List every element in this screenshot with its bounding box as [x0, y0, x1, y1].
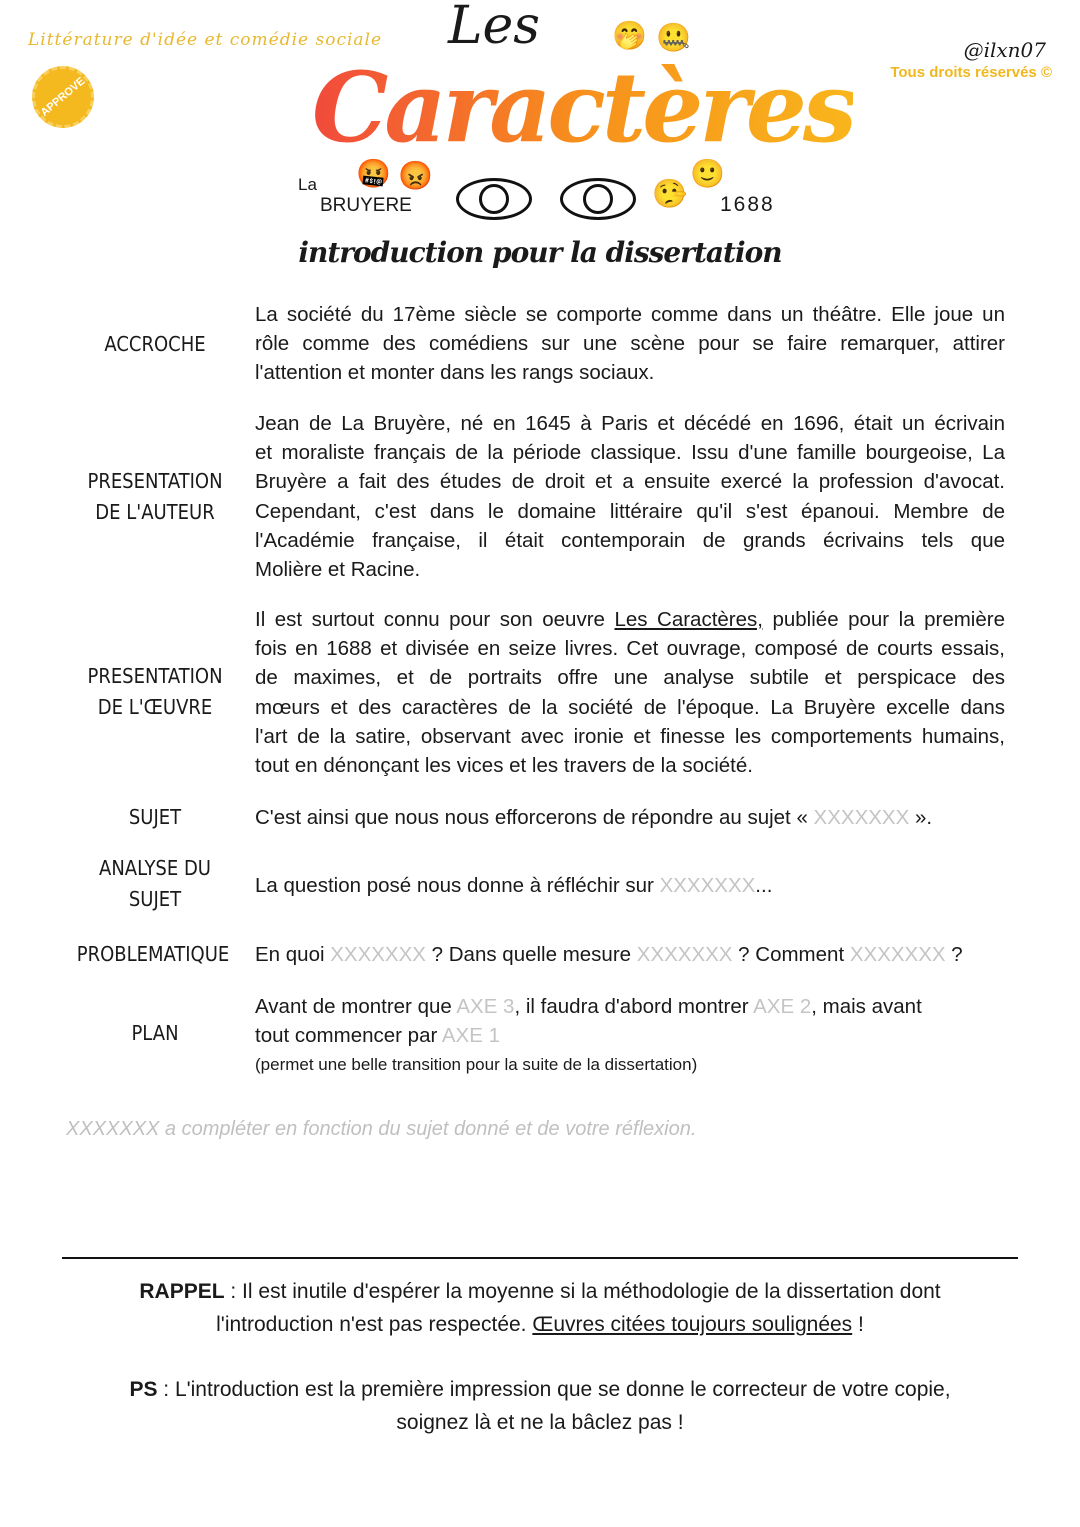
- text-span: , mais avant: [811, 995, 922, 1018]
- text-span: ...: [755, 874, 773, 897]
- placeholder: AXE 3: [456, 995, 515, 1018]
- text-span: Avant de montrer que: [255, 995, 457, 1018]
- text-line: [255, 605, 1005, 634]
- text-span: La question posé nous donne à réfléchir sur: [255, 874, 660, 897]
- text-line: l'art de la satire, observant avec ironie et finesse les comportements humains,: [255, 724, 1005, 748]
- completion-note: XXXXXXX a compléter en fonction du sujet donné et de votre réflexion.: [66, 1118, 697, 1140]
- publication-year: 1688: [720, 193, 775, 216]
- text-line: [60, 1373, 1020, 1406]
- smiling-emoji-icon: 🙂: [690, 158, 725, 189]
- rappel-block: [60, 1275, 1020, 1341]
- ps-block: [60, 1373, 1020, 1439]
- zipper-mouth-emoji-icon: 🤐: [656, 22, 691, 53]
- hand-over-mouth-emoji-icon: 🤭: [612, 20, 647, 51]
- angry-emoji-icon: 😡: [398, 160, 433, 191]
- text-line: [60, 1275, 1020, 1308]
- text-span: !: [852, 1313, 864, 1336]
- text-line: Cependant, c'est dans le domaine littéraire qu'il s'est épanoui. Membre de: [255, 499, 1005, 523]
- copyright-notice: Tous droits réservés ©: [890, 64, 1052, 81]
- placeholder: XXXXXXX: [636, 943, 733, 966]
- work-title: Les Caractères,: [614, 608, 763, 631]
- text-span: Il est surtout connu pour son oeuvre: [255, 608, 615, 631]
- placeholder: AXE 2: [753, 995, 812, 1018]
- label-presentation-auteur: [60, 466, 250, 528]
- text-line: fois en 1688 et divisée en seize livres. Cet ouvrage, composé de courts essais,: [255, 637, 1005, 661]
- text-span: ?: [945, 943, 963, 966]
- author-la: La: [298, 175, 317, 194]
- text-line: tout en dénonçant les vices et les travers de la société.: [255, 754, 753, 778]
- placeholder: XXXXXXX: [849, 943, 946, 966]
- text-span: ? Dans quelle mesure: [425, 943, 637, 966]
- label-line: ANALYSE DU: [99, 856, 211, 880]
- analyse-text: [255, 871, 1005, 900]
- author-handle: @ilxn07: [963, 38, 1046, 62]
- auteur-text: [255, 409, 1005, 584]
- placeholder: XXXXXXX: [659, 874, 756, 897]
- text-line: Jean de La Bruyère, né en 1645 à Paris et décédé en 1696, était un écrivain: [255, 412, 1005, 435]
- plan-text: [255, 992, 1005, 1080]
- sujet-text: [255, 803, 1005, 832]
- label-line: PRESENTATION: [87, 664, 223, 688]
- title-caracteres: Caractères: [312, 51, 853, 164]
- text-line: Molière et Racine.: [255, 558, 421, 582]
- text-line: de maximes, et de portraits offre une analyse subtile et perspicace des: [255, 666, 1005, 690]
- label-line: SUJET: [128, 887, 182, 911]
- label-line: PRESENTATION: [87, 469, 223, 493]
- eye-icon: [456, 178, 532, 220]
- rappel-label: RAPPEL: [139, 1280, 225, 1303]
- ps-label: PS: [129, 1378, 158, 1401]
- label-line: DE L'ŒUVRE: [97, 695, 213, 719]
- text-line: soignez là et ne la bâclez pas !: [396, 1411, 684, 1434]
- cursing-emoji-icon: 🤬: [356, 158, 391, 189]
- course-subject: Littérature d'idée et comédie sociale: [28, 30, 383, 50]
- title-les: Les: [448, 0, 540, 56]
- accroche-text: [255, 300, 1005, 388]
- label-plan: PLAN: [131, 1021, 179, 1045]
- text-line: l'attention et monter dans les rangs sociaux.: [255, 361, 655, 385]
- label-problematique: PROBLEMATIQUE: [76, 942, 230, 966]
- approve-stamp-icon: APPROVE: [19, 53, 106, 140]
- text-line: [60, 1308, 1020, 1341]
- underlined-text: Œuvres citées toujours soulignées: [532, 1313, 853, 1336]
- text-span: publiée pour la première: [762, 608, 1005, 631]
- text-line: La société du 17ème siècle se comporte comme dans un théâtre. Elle joue un: [255, 303, 1005, 326]
- plan-note: (permet une belle transition pour la suite de la dissertation): [255, 1055, 698, 1075]
- text-span: , il faudra d'abord montrer: [514, 995, 754, 1018]
- text-line: mœurs et des caractères de la société de l'époque. La Bruyère excelle dans: [255, 695, 1005, 719]
- placeholder: XXXXXXX: [813, 806, 910, 829]
- text-span: l'introduction n'est pas respectée.: [216, 1313, 533, 1336]
- page-subtitle: introduction pour la dissertation: [298, 236, 782, 269]
- text-span: En quoi: [255, 943, 331, 966]
- label-sujet: SUJET: [128, 805, 182, 829]
- text-span: C'est ainsi que nous nous efforcerons de répondre au sujet «: [255, 806, 814, 829]
- text-span: : Il est inutile d'espérer la moyenne si la méthodologie de la dissertation dont: [224, 1280, 941, 1303]
- divider: [62, 1257, 1018, 1259]
- text-span: : L'introduction est la première impression que se donne le correcteur de votre copie,: [157, 1378, 951, 1401]
- placeholder: XXXXXXX: [330, 943, 426, 966]
- problematique-text: [255, 940, 1005, 969]
- lying-emoji-icon: 🤥: [652, 178, 687, 209]
- placeholder: AXE 1: [441, 1024, 500, 1048]
- author-name: BRUYERE: [320, 195, 412, 216]
- text-line: [255, 1021, 1005, 1050]
- text-line: et moraliste français de la période classique. Issu d'une famille bourgeoise, La: [255, 441, 1005, 465]
- label-analyse-sujet: [60, 853, 250, 915]
- text-line: [255, 992, 1005, 1021]
- text-line: rôle comme des comédiens sur une scène pour se faire remarquer, attirer: [255, 332, 1005, 356]
- text-span: tout commencer par: [255, 1024, 442, 1048]
- text-span: ».: [909, 806, 933, 829]
- text-span: ? Comment: [732, 943, 850, 966]
- oeuvre-text: [255, 605, 1005, 780]
- text-line: Bruyère a fait des études de droit et a ensuite exercé la profession d'avocat.: [255, 470, 1005, 494]
- label-presentation-oeuvre: [60, 661, 250, 723]
- label-accroche: ACCROCHE: [104, 332, 206, 356]
- eye-icon: [560, 178, 636, 220]
- text-line: l'Académie française, il était contemporain de grands écrivains tels que: [255, 528, 1005, 552]
- label-line: DE L'AUTEUR: [95, 500, 215, 524]
